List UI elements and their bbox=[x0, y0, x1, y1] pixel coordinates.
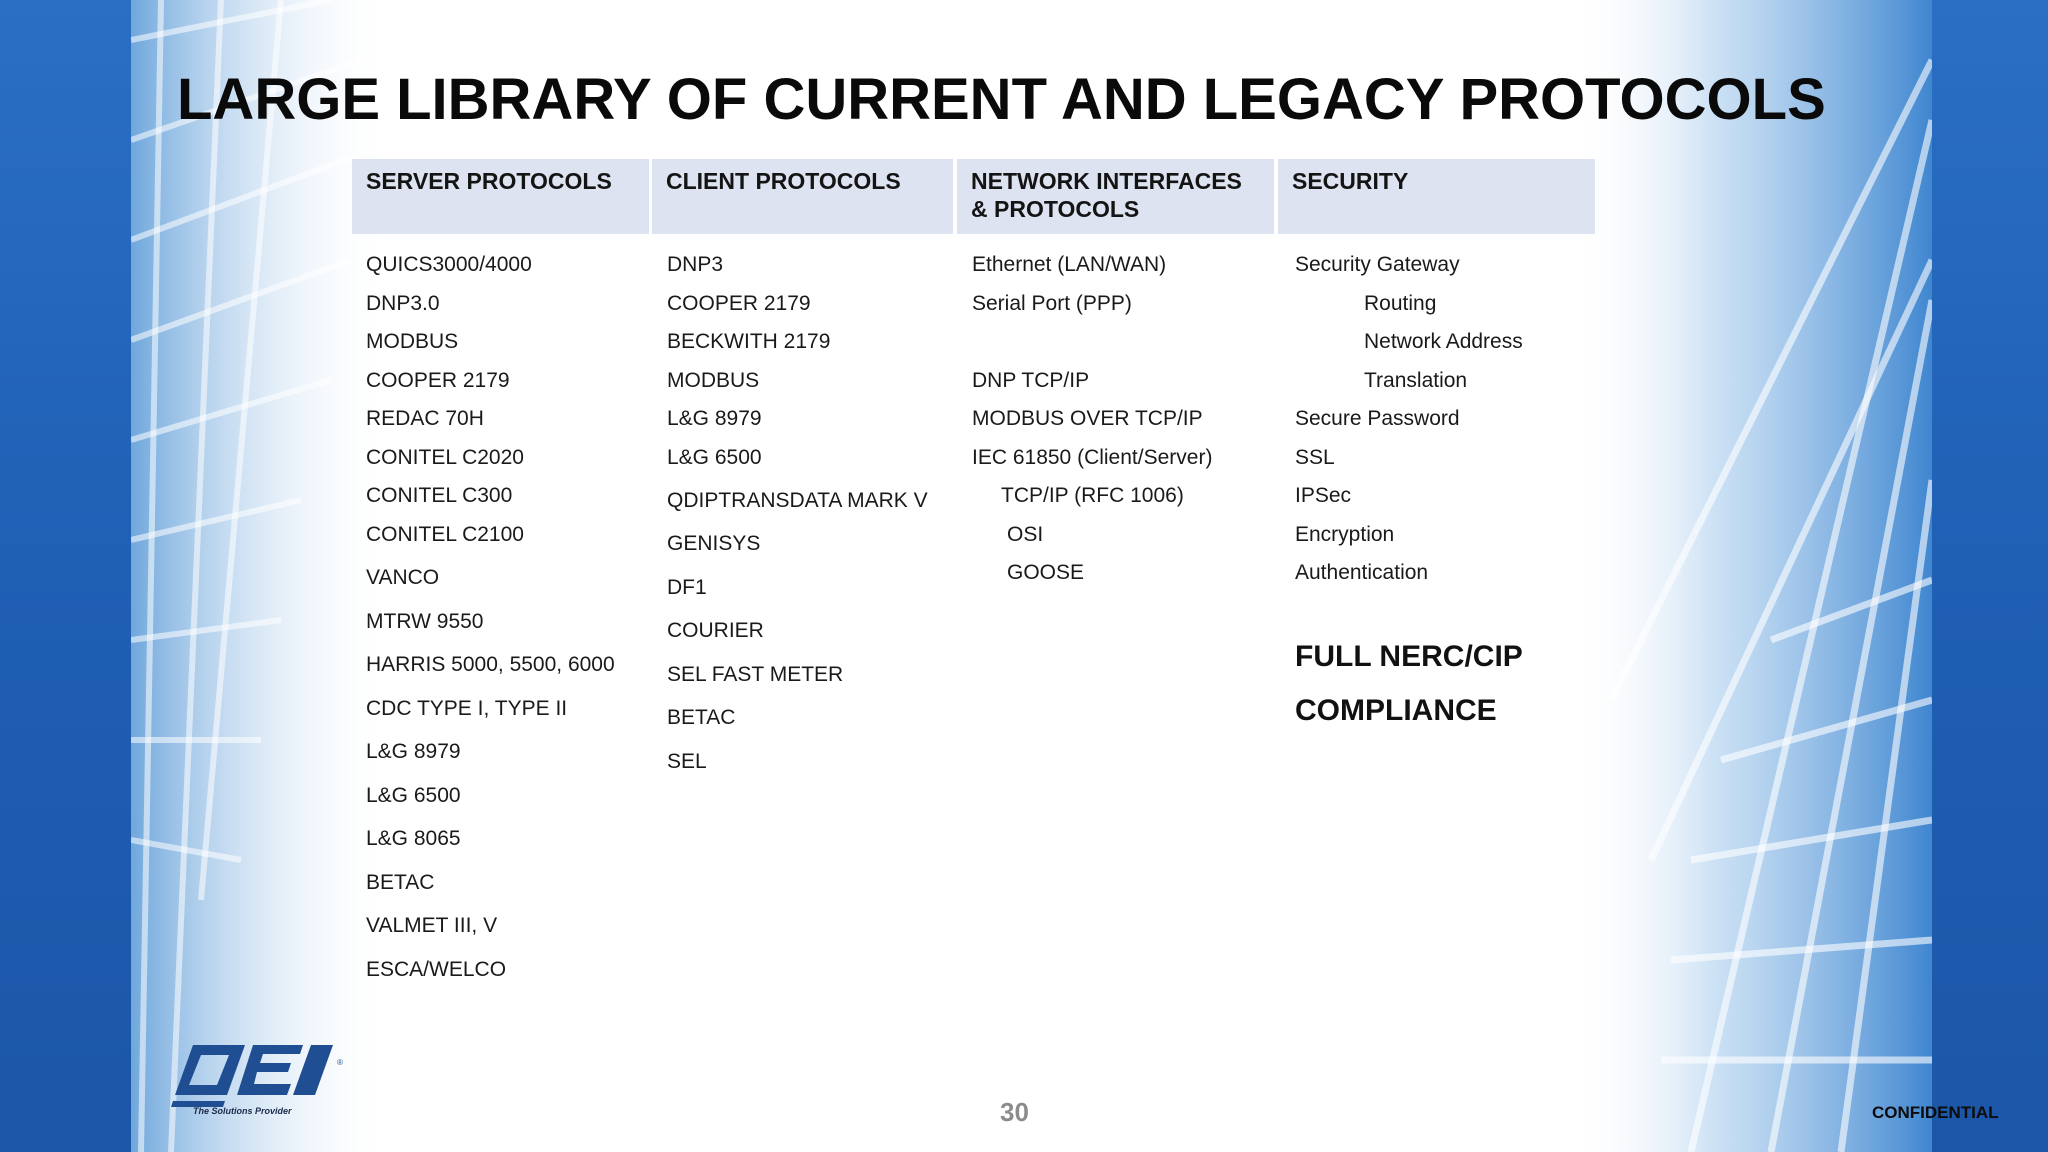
network-item: OSI bbox=[1007, 523, 1044, 546]
server-protocol-item: QUICS3000/4000 bbox=[366, 253, 532, 276]
page-title: LARGE LIBRARY OF CURRENT AND LEGACY PROTOCOLS bbox=[177, 67, 1826, 132]
header-network-line1: NETWORK INTERFACES bbox=[971, 168, 1242, 194]
right-blue-edge bbox=[1932, 0, 2048, 1152]
header-network-interfaces bbox=[957, 159, 1274, 234]
right-architecture-decoration bbox=[1571, 0, 1932, 1152]
client-protocol-item: QDIPTRANSDATA MARK V bbox=[667, 489, 928, 512]
client-protocol-item: BECKWITH 2179 bbox=[667, 330, 831, 353]
server-protocol-item: MTRW 9550 bbox=[366, 610, 484, 633]
page-number: 30 bbox=[1000, 1097, 1029, 1127]
security-subitem: Routing bbox=[1364, 292, 1437, 315]
client-protocol-item: SEL bbox=[667, 750, 707, 773]
client-protocol-item: COURIER bbox=[667, 619, 764, 642]
server-protocol-item: CDC TYPE I, TYPE II bbox=[366, 697, 568, 720]
header-server-protocols: SERVER PROTOCOLS bbox=[352, 159, 649, 234]
client-protocol-item: DF1 bbox=[667, 576, 707, 599]
server-protocol-item: CONITEL C2020 bbox=[366, 446, 524, 469]
security-subitem: Network Address bbox=[1364, 330, 1523, 353]
server-protocol-item: CONITEL C300 bbox=[366, 484, 513, 507]
header-network-line2: & PROTOCOLS bbox=[971, 196, 1140, 222]
server-protocol-item: DNP3.0 bbox=[366, 292, 440, 315]
client-protocol-item: L&G 8979 bbox=[667, 407, 762, 430]
server-protocol-item: L&G 8979 bbox=[366, 740, 461, 763]
server-protocol-item: BETAC bbox=[366, 871, 435, 894]
server-protocol-item: HARRIS 5000, 5500, 6000 bbox=[366, 653, 615, 676]
server-protocol-item: L&G 8065 bbox=[366, 827, 461, 850]
confidential-label: CONFIDENTIAL bbox=[1872, 1103, 1999, 1122]
security-item: Secure Password bbox=[1295, 407, 1460, 430]
security-item: Security Gateway bbox=[1295, 253, 1460, 276]
server-protocol-item: MODBUS bbox=[366, 330, 459, 353]
network-item: Serial Port (PPP) bbox=[972, 292, 1132, 315]
network-item: TCP/IP (RFC 1006) bbox=[1001, 484, 1184, 507]
network-item: IEC 61850 (Client/Server) bbox=[972, 446, 1213, 469]
server-protocol-item: L&G 6500 bbox=[366, 784, 461, 807]
security-item: IPSec bbox=[1295, 484, 1352, 507]
server-protocol-item: COOPER 2179 bbox=[366, 369, 510, 392]
client-protocol-item: MODBUS bbox=[667, 369, 760, 392]
server-protocol-item: VANCO bbox=[366, 566, 440, 589]
security-subitem: Translation bbox=[1364, 369, 1468, 392]
server-protocol-item: ESCA/WELCO bbox=[366, 958, 507, 981]
network-item: MODBUS OVER TCP/IP bbox=[972, 407, 1203, 430]
security-item: Authentication bbox=[1295, 561, 1429, 584]
header-security: SECURITY bbox=[1278, 159, 1595, 234]
security-item: SSL bbox=[1295, 446, 1335, 469]
compliance-line-1: FULL NERC/CIP bbox=[1295, 640, 1523, 673]
network-item: GOOSE bbox=[1007, 561, 1085, 584]
client-protocol-item: COOPER 2179 bbox=[667, 292, 811, 315]
server-protocol-item: VALMET III, V bbox=[366, 914, 498, 937]
client-protocol-item: GENISYS bbox=[667, 532, 761, 555]
network-item: DNP TCP/IP bbox=[972, 369, 1090, 392]
content-panel bbox=[131, 0, 1932, 1152]
left-blue-edge bbox=[0, 0, 131, 1152]
network-item: Ethernet (LAN/WAN) bbox=[972, 253, 1167, 276]
server-protocol-item: CONITEL C2100 bbox=[366, 523, 524, 546]
client-protocol-item: DNP3 bbox=[667, 253, 724, 276]
logo-tagline: The Solutions Provider bbox=[193, 1106, 292, 1116]
qei-logo bbox=[163, 1043, 348, 1115]
security-item: Encryption bbox=[1295, 523, 1395, 546]
svg-text:®: ® bbox=[337, 1058, 343, 1067]
client-protocol-item: L&G 6500 bbox=[667, 446, 762, 469]
client-protocol-item: SEL FAST METER bbox=[667, 663, 844, 686]
server-protocol-item: REDAC 70H bbox=[366, 407, 484, 430]
header-client-protocols: CLIENT PROTOCOLS bbox=[652, 159, 953, 234]
compliance-line-2: COMPLIANCE bbox=[1295, 694, 1497, 727]
client-protocol-item: BETAC bbox=[667, 706, 736, 729]
